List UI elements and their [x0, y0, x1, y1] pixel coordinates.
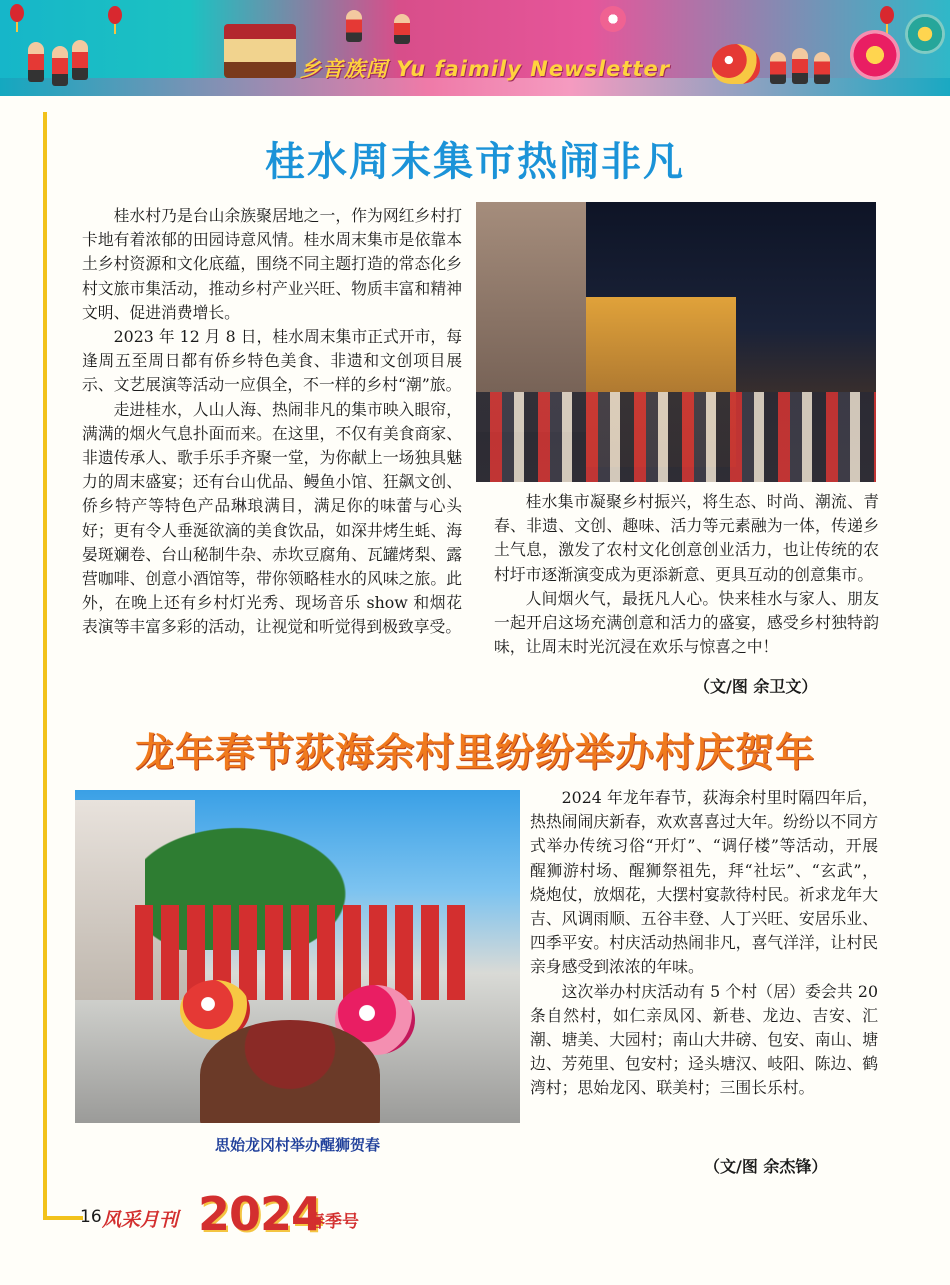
newsletter-title: 乡音族闻 Yu faimily Newsletter — [300, 57, 671, 81]
article1-paragraph: 人间烟火气，最抚凡人心。快来桂水与家人、朋友一起开启这场充满创意和活力的盛宴，感受乡村独特韵味，让周末时光沉浸在欢乐与惊喜之中！ — [494, 588, 879, 657]
page-number: 16 — [80, 1207, 102, 1227]
article2-paragraph: 2024 年龙年春节，荻海余村里时隔四年后，热热闹闹庆新春，欢欢喜喜过大年。纷纷以不同方式举办传统习俗“开灯”、“调仔楼”等活动，开展醒狮游村场、醒狮祭祖先，拜“社坛”、“玄武”，烧炮仗，放烟花，大摆村宴款待村民。祈求龙年大吉、风调雨顺、五谷丰登、人丁兴旺、安居乐业、四季平安。村庆活动热闹非凡，喜气洋洋，让村民亲身感受到浓浓的年味。 — [530, 788, 878, 977]
photo-people — [135, 905, 465, 1000]
photo-crowd — [476, 392, 876, 482]
photo-drum — [200, 1020, 380, 1123]
article1-paragraph: 2023 年 12 月 8 日，桂水周末集市正式开市，每逢周五至周日都有侨乡特色美食、非遗和文创项目展示、文艺展演等活动一应俱全，不一样的乡村“潮”旅。 — [82, 327, 462, 395]
lantern-icon — [108, 6, 122, 24]
article1-left-text — [82, 204, 462, 640]
lantern-icon — [880, 6, 894, 24]
article2-signature: （文/图 余杰锋） — [704, 1157, 828, 1176]
family-figure-icon — [52, 46, 68, 86]
publication-name: 风采月刊 — [102, 1209, 179, 1231]
header-banner — [0, 0, 950, 96]
article2-paragraph: 这次举办村庆活动有 5 个村（居）委会共 20 条自然村，如仁亲凤冈、新巷、龙边、吉安、汇潮、塘美、大园村；南山大井磅、包安、南山、塘边、芳苑里、包安村；迳头塘汉、岐阳、陈边、鹤湾村；思始龙冈、联美村；三围长乐村。 — [530, 981, 878, 1098]
article1-signature: （文/图 余卫文） — [694, 677, 818, 696]
family-figure-icon — [770, 52, 786, 84]
article1-right-text — [494, 490, 879, 659]
article2-title: 龙年春节荻海余村里纷纷举办村庆贺年 — [134, 731, 815, 776]
flower-icon — [600, 6, 626, 32]
article1-paragraph: 走进桂水，人山人海、热闹非凡的集市映入眼帘，满满的烟火气息扑面而来。在这里，不仅有美食商家、非遗传承人、歌手乐手齐聚一堂，为你献上一场独具魅力的周末盛宴；还有台山优品、鳗鱼小馆、狂飙文创、侨乡特产等特色产品琳琅满目，满足你的味蕾与心头好；更有令人垂涎欲滴的美食饮品，如深井烤生蚝、海晏斑斓卷、台山秘制牛杂、赤坎豆腐角、瓦罐烤梨、露营咖啡、创意小酒馆等，带你领略桂水的风味之旅。此外，在晚上还有乡村灯光秀、现场音乐 show 和烟花表演等丰富多彩的活动，让视觉和听觉得到极致享受。 — [82, 399, 462, 637]
night-market-photo — [476, 202, 876, 482]
family-figure-icon — [792, 48, 808, 84]
article1-paragraph: 桂水村乃是台山余族聚居地之一，作为网红乡村打卡地有着浓郁的田园诗意风情。桂水周末集市是依靠本土乡村资源和文化底蕴，围绕不同主题打造的常态化乡村文旅市集活动，推动乡村产业兴旺、物质丰富和精神文明、促进消费增长。 — [82, 206, 462, 322]
flower-icon — [850, 30, 900, 80]
flower-icon — [905, 14, 945, 54]
market-stall-icon — [224, 24, 296, 78]
article1-paragraph: 桂水集市凝聚乡村振兴，将生态、时尚、潮流、青春、非遗、文创、趣味、活力等元素融为一体，传递乡土气息，激发了农村文化创意创业活力，也让传统的农村圩市逐渐演变成为更添新意、更具互动的创意集市。 — [494, 492, 879, 584]
issue-year: 2024 — [198, 1187, 323, 1241]
article2-text — [530, 786, 878, 1101]
frame-line-horizontal — [43, 1216, 83, 1220]
photo-caption: 思始龙冈村举办醒狮贺春 — [214, 1136, 380, 1154]
frame-line-vertical — [43, 112, 47, 1220]
lion-dance-icon — [712, 44, 760, 84]
family-figure-icon — [814, 52, 830, 84]
family-figure-icon — [28, 42, 44, 82]
dancer-figure-icon — [346, 10, 362, 42]
family-figure-icon — [72, 40, 88, 80]
issue-season: 春季号 — [308, 1212, 359, 1232]
dancer-figure-icon — [394, 14, 410, 44]
lantern-icon — [10, 4, 24, 22]
lion-dance-group-photo — [75, 790, 520, 1123]
article1-title: 桂水周末集市热闹非凡 — [265, 139, 685, 185]
